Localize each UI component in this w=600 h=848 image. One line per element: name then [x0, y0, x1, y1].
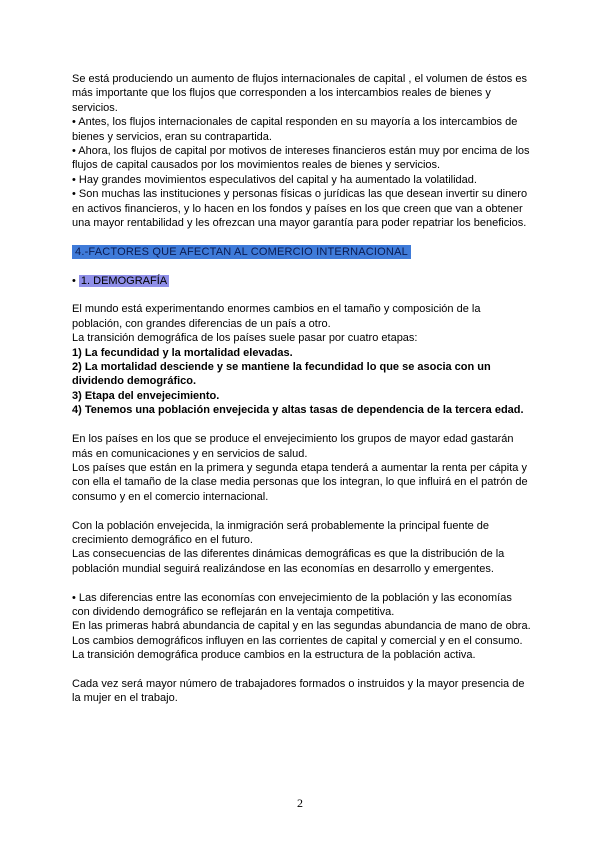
poblacion-activa-paragraph: La transición demográfica produce cambios en la estructura de la población activa.	[72, 649, 476, 662]
page-content	[72, 72, 532, 706]
corrientes-paragraph: Los cambios demográficos influyen en las corrientes de capital y comercial y en el consumo.	[72, 634, 523, 647]
section-heading-row	[72, 245, 532, 259]
etapa-3: 3) Etapa del envejecimiento.	[72, 389, 220, 402]
abundancia-paragraph: En las primeras habrá abundancia de capital y en las segundas abundancia de mano de obra.	[72, 620, 531, 633]
etapas-intro: La transición demográfica de los países suele pasar por cuatro etapas:	[72, 332, 418, 345]
etapa-1: 1) La fecundidad y la mortalidad elevadas.	[72, 346, 293, 359]
page-number: 2	[297, 796, 303, 810]
etapa-4: 4) Tenemos una población envejecida y altas tasas de dependencia de la tercera edad.	[72, 404, 524, 417]
spacer	[72, 576, 532, 590]
trabajadores-paragraph: Cada vez será mayor número de trabajadores formados o instruidos y la mayor presencia de la mujer en el trabajo.	[72, 677, 525, 705]
envejecimiento-paragraph: En los países en los que se produce el envejecimiento los grupos de mayor edad gastarán más en comunicaciones y en servicios de salud.	[72, 433, 514, 460]
intro-bullet-especulativos: • Hay grandes movimientos especulativos del capital y ha aumentado la volatilidad.	[72, 173, 477, 186]
renta-paragraph: Los países que están en la primera y segunda etapa tenderá a aumentar la renta per cápita y con ella el tamaño de la clase media personas que los integran, lo que influirá en el patrón de consumo y en el comercio internacional.	[72, 461, 528, 503]
etapa-2: 2) La mortalidad desciende y se mantiene la fecundidad lo que se asocia con un dividendo demográfico.	[72, 361, 491, 388]
demografia-intro: El mundo está experimentando enormes cambios en el tamaño y composición de la población, con grandes diferencias de un país a otro.	[72, 303, 481, 330]
diferencias-bullet: • Las diferencias entre las economías con envejecimiento de la población y las economías con dividendo demográfico se reflejarán en la ventaja competitiva.	[72, 591, 512, 618]
subsection-heading-row	[72, 274, 532, 288]
spacer	[72, 663, 532, 677]
spacer	[72, 288, 532, 302]
intro-bullet-instituciones: • Son muchas las instituciones y personas físicas o jurídicas las que desean invertir su dinero en activos financieros, y lo hacen en los fondos y países en los que creen que van a obtener una mayor rentabilidad y les ofrezcan una mayor garantía para poder repatriar los beneficios.	[72, 188, 528, 230]
subsection-heading: 1. DEMOGRAFÍA	[80, 274, 168, 287]
consecuencias-paragraph: Las consecuencias de las diferentes dinámicas demográficas es que la distribución de la población mundial seguirá realizándose en las economías en desarrollo y emergentes.	[72, 548, 505, 575]
intro-paragraph: Se está produciendo un aumento de flujos internacionales de capital , el volumen de éstos es más importante que los flujos que corresponden a los intercambios reales de bienes y servicios.	[72, 73, 527, 114]
bullet-icon: •	[72, 274, 76, 287]
intro-bullet-ahora: • Ahora, los flujos de capital por motivos de intereses financieros están muy por encima de los flujos de capital causados por los movimientos reales de bienes y servicios.	[72, 145, 530, 172]
inmigracion-paragraph: Con la población envejecida, la inmigración será probablemente la principal fuente de crecimiento demográfico en el futuro.	[72, 519, 490, 546]
spacer	[72, 259, 532, 273]
intro-bullet-antes: • Antes, los flujos internacionales de capital responden en su mayoría a los intercambios de bienes y servicios, eran su contrapartida.	[72, 116, 518, 143]
spacer	[72, 504, 532, 518]
spacer	[72, 418, 532, 432]
spacer	[72, 230, 532, 244]
section-heading: 4.-FACTORES QUE AFECTAN AL COMERCIO INTERNACIONAL	[72, 245, 411, 259]
